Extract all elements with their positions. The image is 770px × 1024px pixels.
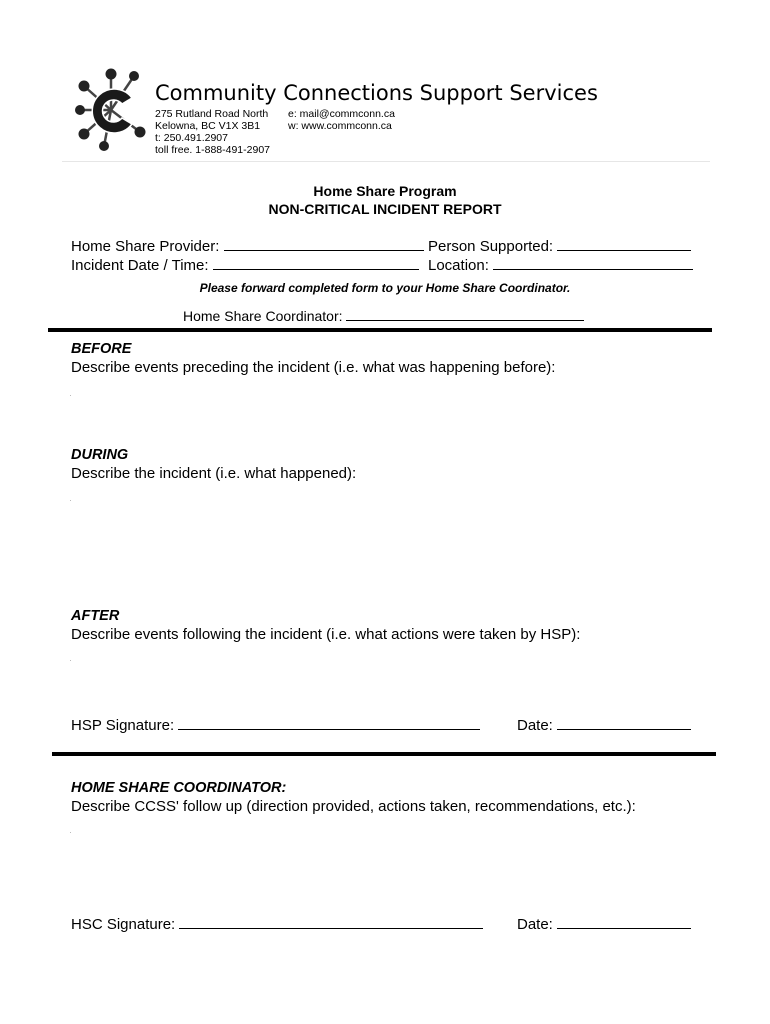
organization-name: Community Connections Support Services <box>155 81 598 105</box>
section-divider-bottom <box>52 752 716 756</box>
during-description: Describe the incident (i.e. what happened): <box>71 465 357 482</box>
coordinator-blank[interactable] <box>346 306 584 321</box>
hsc-date-label: Date: <box>517 916 553 933</box>
hsc-date-blank[interactable] <box>557 914 691 929</box>
toll-free: toll free. 1-888-491-2907 <box>155 144 270 156</box>
forward-note: Please forward completed form to your Home Share Coordinator. <box>199 281 571 295</box>
phone: t: 250.491.2907 <box>155 132 228 144</box>
location-label: Location: <box>428 257 489 274</box>
hsc-signature-field[interactable] <box>71 914 483 933</box>
location-field[interactable] <box>428 255 693 274</box>
during-heading: DURING <box>71 447 129 463</box>
person-blank[interactable] <box>557 236 691 251</box>
section-divider-top <box>48 328 712 332</box>
address-block <box>155 108 270 156</box>
before-description: Describe events preceding the incident (i.e. what was happening before): <box>71 359 556 376</box>
before-heading: BEFORE <box>71 341 132 357</box>
after-heading: AFTER <box>71 608 120 624</box>
address-line1: 275 Rutland Road North <box>155 108 269 120</box>
email: e: mail@commconn.ca <box>288 108 395 120</box>
provider-blank[interactable] <box>224 236 424 251</box>
after-answer-area[interactable] <box>70 660 71 661</box>
hsp-date-blank[interactable] <box>557 715 691 730</box>
hsp-date-field[interactable] <box>517 715 691 734</box>
incident-date-field[interactable] <box>71 255 419 274</box>
incident-date-label: Incident Date / Time: <box>71 257 209 274</box>
ccss-logo-icon <box>74 66 148 152</box>
coordinator-answer-area[interactable] <box>70 832 71 833</box>
report-title: NON-CRITICAL INCIDENT REPORT <box>268 201 502 217</box>
hsc-date-field[interactable] <box>517 914 691 933</box>
coordinator-heading: HOME SHARE COORDINATOR: <box>71 780 287 796</box>
program-title: Home Share Program <box>313 183 457 199</box>
hsp-signature-field[interactable] <box>71 715 480 734</box>
website: w: www.commconn.ca <box>288 120 392 132</box>
hsp-signature-blank[interactable] <box>178 715 480 730</box>
address-line2: Kelowna, BC V1X 3B1 <box>155 120 261 132</box>
contact-block <box>288 108 395 132</box>
during-answer-area[interactable] <box>70 500 71 501</box>
hsc-signature-blank[interactable] <box>179 914 483 929</box>
hsc-signature-label: HSC Signature: <box>71 916 176 933</box>
coordinator-label: Home Share Coordinator: <box>183 308 343 324</box>
location-blank[interactable] <box>493 255 693 270</box>
person-field[interactable] <box>428 236 691 255</box>
person-label: Person Supported: <box>428 238 554 255</box>
after-description: Describe events following the incident (i.e. what actions were taken by HSP): <box>71 626 581 643</box>
header-divider <box>62 161 710 162</box>
provider-label: Home Share Provider: <box>71 238 220 255</box>
hsp-signature-label: HSP Signature: <box>71 717 175 734</box>
coordinator-field[interactable] <box>183 306 584 324</box>
hsp-date-label: Date: <box>517 717 553 734</box>
incident-date-blank[interactable] <box>213 255 419 270</box>
provider-field[interactable] <box>71 236 424 255</box>
coordinator-description: Describe CCSS' follow up (direction provided, actions taken, recommendations, etc.): <box>71 798 636 815</box>
before-answer-area[interactable] <box>70 395 71 396</box>
